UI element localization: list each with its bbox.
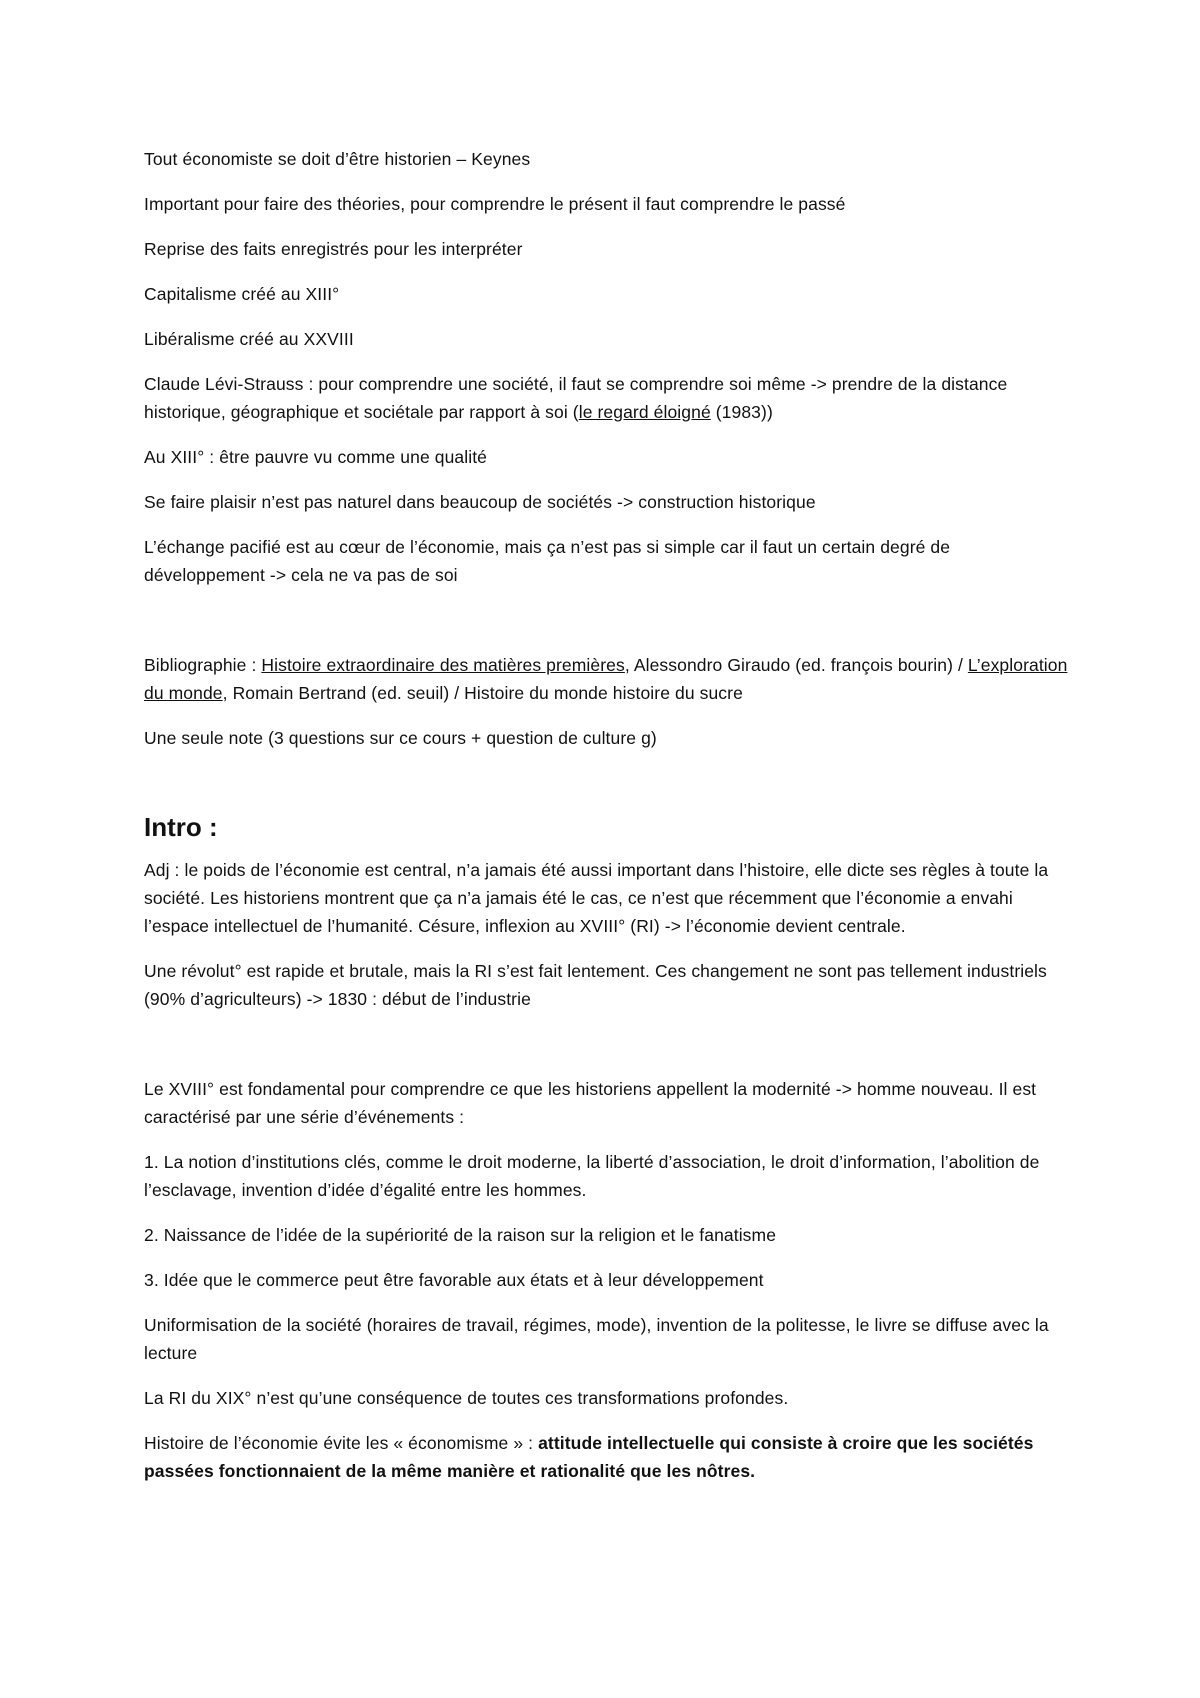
intro-list-item-3: 3. Idée que le commerce peut être favorable aux états et à leur développement <box>144 1270 764 1290</box>
bibliography-book-1: Histoire extraordinaire des matières premières <box>261 655 625 675</box>
bibliography <box>144 651 1070 707</box>
paragraph-plaisir: Se faire plaisir n’est pas naturel dans beaucoup de sociétés -> construction historique <box>144 492 816 512</box>
intro-paragraph-ri-xix: La RI du XIX° n’est qu’une conséquence de toutes ces transformations profondes. <box>144 1388 789 1408</box>
intro-paragraph-xviii: Le XVIII° est fondamental pour comprendre ce que les historiens appellent la modernité -> homme nouveau. Il est caractérisé par une série d’événements : <box>144 1079 1037 1127</box>
bibliography-book-2: L’exploration du monde <box>144 655 1068 703</box>
levi-strauss-year: (1983)) <box>710 402 773 422</box>
paragraph-echange: L’échange pacifié est au cœur de l’économie, mais ça n’est pas si simple car il faut un certain degré de développement -> cela ne va pas de soi <box>144 537 951 585</box>
intro-paragraph-revolution: Une révolut° est rapide et brutale, mais la RI s’est fait lentement. Ces changement ne sont pas tellement industriels (90% d’agriculteurs) -> 1830 : début de l’industrie <box>144 961 1047 1009</box>
paragraph-pauvre: Au XIII° : être pauvre vu comme une qualité <box>144 447 488 467</box>
paragraph-theories: Important pour faire des théories, pour comprendre le présent il faut comprendre le passé <box>144 194 846 214</box>
intro-paragraph-uniformisation: Uniformisation de la société (horaires de travail, régimes, mode), invention de la politesse, le livre se diffuse avec la lecture <box>144 1315 1049 1363</box>
economisme-definition: attitude intellectuelle qui consiste à croire que les sociétés passées fonctionnaient de la même manière et rationalité que les nôtres. <box>144 1433 1034 1481</box>
bibliography-book-2-info: , Romain Bertrand (ed. seuil) / Histoire du monde histoire du sucre <box>222 683 743 703</box>
intro-paragraph-economisme <box>144 1429 1070 1485</box>
intro-list-item-1: 1. La notion d’institutions clés, comme le droit moderne, la liberté d’association, le droit d’information, l’abolition de l’esclavage, invention d’idée d’égalité entre les hommes. <box>144 1152 1040 1200</box>
paragraph-capitalisme: Capitalisme créé au XIII° <box>144 284 340 304</box>
paragraph-faits: Reprise des faits enregistrés pour les interpréter <box>144 239 523 259</box>
bibliography-book-1-info: , Alessondro Giraudo (ed. françois bourin) / <box>624 655 968 675</box>
paragraph-levi-strauss <box>144 370 1070 426</box>
levi-strauss-book-title: le regard éloigné <box>578 402 711 422</box>
bibliography-label: Bibliographie : <box>144 655 262 675</box>
intro-list-item-2: 2. Naissance de l’idée de la supériorité de la raison sur la religion et le fanatisme <box>144 1225 777 1245</box>
paragraph-keynes: Tout économiste se doit d’être historien – Keynes <box>144 149 531 169</box>
paragraph-note: Une seule note (3 questions sur ce cours + question de culture g) <box>144 728 657 748</box>
paragraph-liberalisme: Libéralisme créé au XXVIII <box>144 329 354 349</box>
section-heading-intro: Intro : <box>144 812 218 842</box>
economisme-lead: Histoire de l’économie évite les « économisme » : <box>144 1433 539 1453</box>
intro-paragraph-adj: Adj : le poids de l’économie est central, n’a jamais été aussi important dans l’histoire, elle dicte ses règles à toute la société. Les historiens montrent que ça n’a jamais été le cas, ce n’est que récemment que l’économie a envahi l’espace intellectuel de l’humanité. Césure, inflexion au XVIII° (RI) -> l’économie devient centrale. <box>144 860 1049 936</box>
levi-strauss-text: Claude Lévi-Strauss : pour comprendre une société, il faut se comprendre soi même -> prendre de la distance historique, géographique et sociétale par rapport à soi ( <box>144 374 1008 422</box>
